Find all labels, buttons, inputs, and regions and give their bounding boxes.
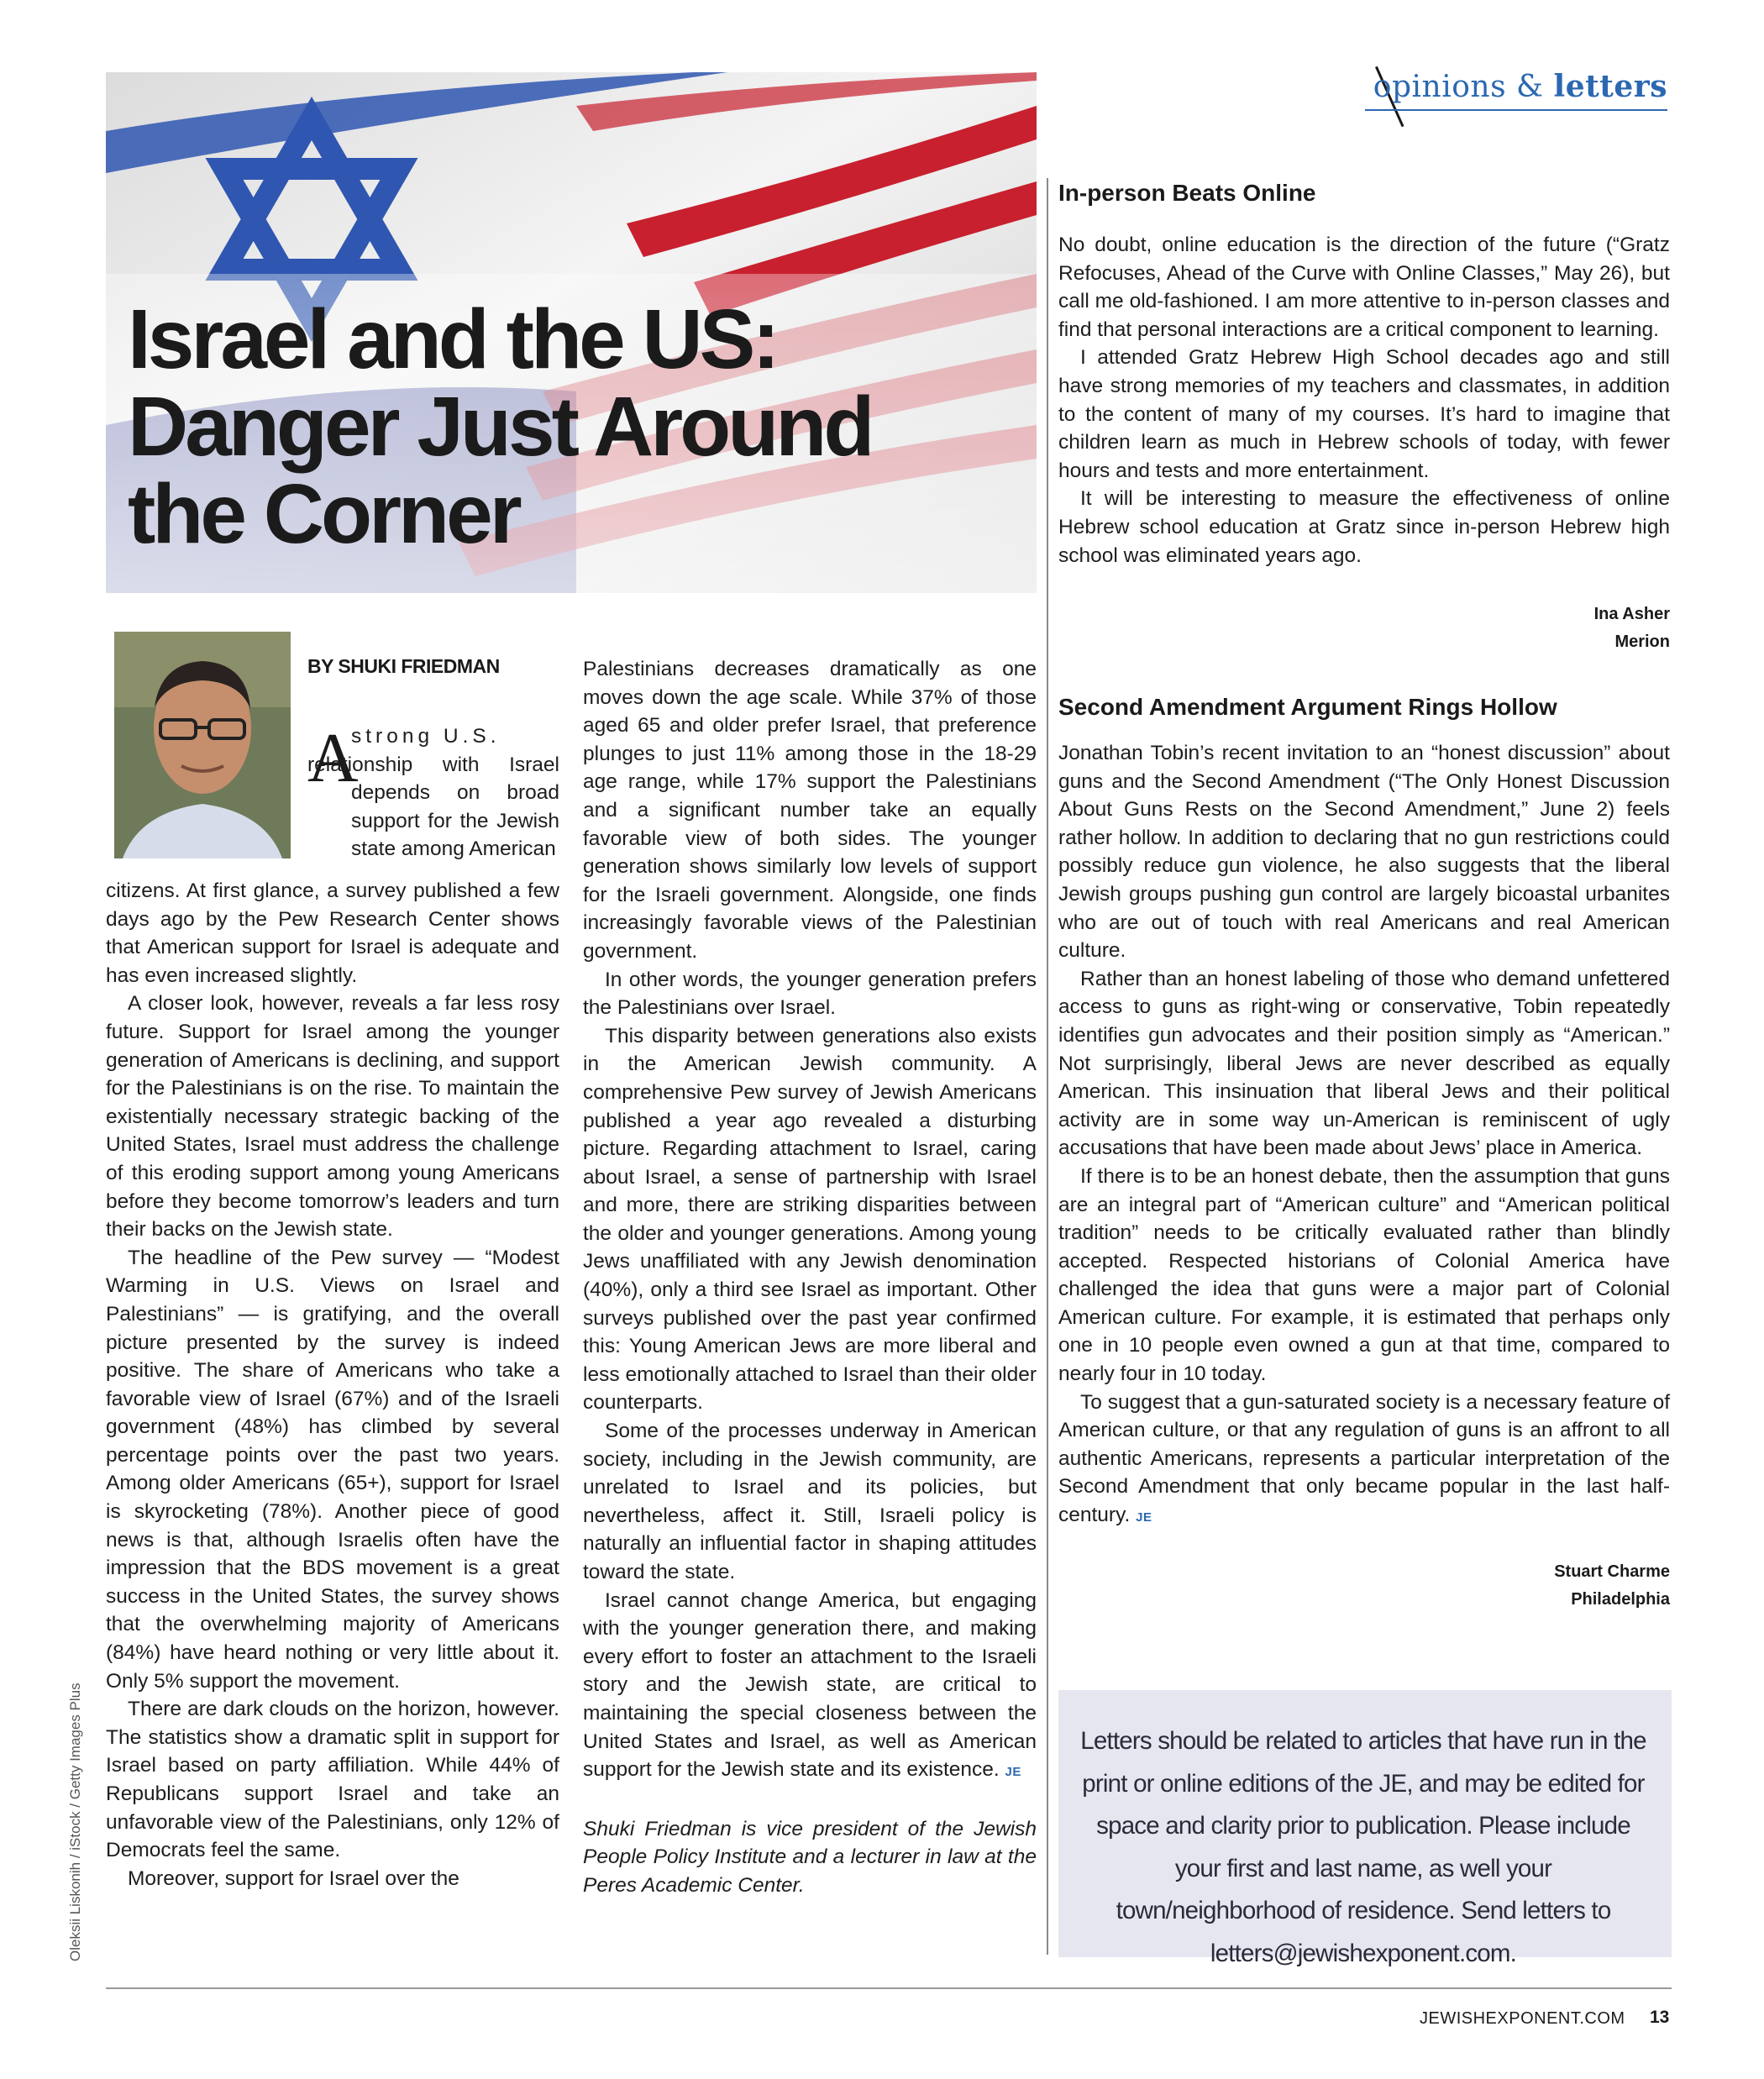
article-column-1 xyxy=(106,877,559,1893)
section-rule xyxy=(1365,109,1667,111)
article-paragraph: A closer look, however, reveals a far less rosy future. Support for Israel among the younger generation of Americans is declining, and support for the Palestinians is on the rise. To maintain the existentially necessary strategic backing of the United States, Israel must address the challenge of this eroding support among young Americans before they become tomorrow’s leaders and turn their backs on the Jewish state. xyxy=(106,992,559,1242)
author-photo xyxy=(114,632,291,858)
drop-cap: A xyxy=(307,719,359,797)
article-paragraph: This disparity between generations also exists in the American Jewish community. A comprehensive Pew survey of Jewish Americans published a year ago revealed a disturbing picture. Regarding attachment to Israel, caring about Israel, a sense of partnership with Israel and more, there are striking disparities between the older and younger generations. Among young Jews unaffiliated with any Jewish denomination (40%), only a third see Israel as important. Other surveys published over the past year confirmed this: Young American Jews are more liberal and less emotionally attached to Israel than their older counterparts. xyxy=(583,1024,1037,1415)
letter-title: In-person Beats Online xyxy=(1058,180,1316,206)
letter-paragraph: To suggest that a gun-saturated society is a necessary feature of American culture, or that any regulation of guns is an affront to all authentic Americans, represents a particular interpretation of the Second Amendment that only became popular in the last half-century. JE xyxy=(1058,1390,1670,1527)
article-paragraph: Israel cannot change America, but engaging with the younger generation there, and making every effort to foster an attachment to the Israeli story and the Jewish state, are critical to maintaining the special closeness between the United States and Israel, as well as American support for the Jewish state and its existence. JE xyxy=(583,1588,1037,1782)
letter-title: Second Amendment Argument Rings Hollow xyxy=(1058,694,1557,720)
letter-paragraph: Jonathan Tobin’s recent invitation to an “honest discussion” about guns and the Second Amendment (“The Only Honest Discussion About Guns Rests on the Second Amendment,” June 2) feels rather hollow. In addition to declaring that no gun restrictions could possibly reduce gun violence, he also suggests that the liberal Jewish groups pushing gun control are largely bicoastal urbanites who are out of touch with real Americans and real American culture. xyxy=(1058,742,1670,963)
letter-signature xyxy=(1058,1558,1670,1614)
letters-policy-box xyxy=(1058,1690,1672,1967)
letter-paragraph: Rather than an honest labeling of those who demand unfettered access to guns as right-wing or conservative, Tobin repeatedly identifies gun advocates and their position simply as “American.” Not surprisingly, liberal Jews are never described as equally American. This insinuation that liberal Jews and their political activity are in some way un-American is reminiscent of ugly accusations that have been made about Jews’ place in America. xyxy=(1058,967,1670,1160)
letter-paragraph: No doubt, online education is the direction of the future (“Gratz Refocuses, Ahead of the Curve with Online Classes,” May 26), but call me old-fashioned. I am more attentive to in-person classes and find that personal interactions are a critical component to learning. xyxy=(1058,234,1670,341)
article-paragraph: The headline of the Pew survey — “Modest Warming in U.S. Views on Israel and Palestinians” — is gratifying, and the overall picture presented by the survey is indeed positive. The share of Americans who take a favorable view of Israel (67%) and of the Israeli government (48%) has climbed by several percentage points over the past two years. Among older Americans (65+), support for Israel is skyrocketing (78%). Another piece of good news is that, although Israelis often have the impression that the BDS movement is a great success in the United States, the survey shows that the overwhelming majority of Americans (84%) have heard nothing or very little about it. Only 5% support the movement. xyxy=(106,1246,559,1693)
je-end-mark: JE xyxy=(1136,1510,1152,1525)
article-intro: strong U.S. relationship with Israel depends on broad support for the Jewish state among American xyxy=(307,722,559,864)
letter-body xyxy=(1058,739,1670,1532)
letter-author: Ina Asher xyxy=(1593,605,1670,623)
je-end-mark: JE xyxy=(1005,1765,1021,1780)
letter-town: Philadelphia xyxy=(1571,1590,1670,1609)
section-label: opinions & letters xyxy=(1373,69,1667,104)
section-header xyxy=(1365,59,1667,129)
letter-paragraph: If there is to be an honest debate, then the assumption that guns are an integral part of “American culture” and “American political tradition” needs to be critically evaluated rather than blindly accepted. Respected historians of Colonial America have challenged the idea that guns were a major part of Colonial American culture. For example, it is estimated that perhaps only one in 10 people even owned a gun at that time, compared to nearly four in 10 today. xyxy=(1058,1164,1670,1386)
footer-rule xyxy=(106,1987,1672,1989)
article-column-2 xyxy=(583,655,1037,1900)
column-divider xyxy=(1047,178,1048,1955)
footer-site: JEWISHEXPONENT.COM xyxy=(1420,2009,1625,2028)
article-paragraph: Moreover, support for Israel over the xyxy=(128,1866,459,1890)
letters-policy-text: Letters should be related to articles that have run in the print or online editions of the JE, and may be edited for space and clarity prior to publication. Please include your first and last name, as well your town/neighborhood of residence. Send letters to letters@jewishexponent.com. xyxy=(1080,1727,1646,1967)
article-paragraph: citizens. At first glance, a survey published a few days ago by the Pew Research Center shows that American support for Israel is adequate and has even increased slightly. xyxy=(106,879,559,987)
headline: Israel and the US: Danger Just Around the Corner xyxy=(128,292,872,561)
article-intro-rest: relationship with Israel depends on broad support for the Jewish state among American xyxy=(307,753,559,861)
article-paragraph: Palestinians decreases dramatically as one moves down the age scale. While 37% of those aged 65 and older prefer Israel, that preference plunges to just 11% among those in the 18-29 age range, while 17% support the Palestinians and a significant number take an equally favorable view of both sides. The younger generation shows similarly low levels of support for the Israeli government. Alongside, one finds increasingly favorable views of the Palestinian government. xyxy=(583,658,1037,963)
letter-town: Merion xyxy=(1614,633,1670,651)
photo-credit: Oleksii Liskonih / iStock / Getty Images Plus xyxy=(67,1683,83,1961)
author-bio: Shuki Friedman is vice president of the Jewish People Policy Institute and a lecturer in law at the Peres Academic Center. xyxy=(583,1817,1037,1897)
letter-paragraph: I attended Gratz Hebrew High School decades ago and still have strong memories of my teachers and classmates, in addition to the content of many of my courses. It’s hard to imagine that children learn as much in Hebrew schools of today, with fewer hours and tests and more entertainment. xyxy=(1058,346,1670,482)
letter-author: Stuart Charme xyxy=(1554,1562,1670,1581)
letter-body xyxy=(1058,231,1670,570)
article-paragraph: In other words, the younger generation prefers the Palestinians over Israel. xyxy=(583,968,1037,1020)
byline: BY SHUKI FRIEDMAN xyxy=(307,655,500,677)
letter-signature xyxy=(1058,601,1670,656)
letter-paragraph: It will be interesting to measure the effectiveness of online Hebrew school education at Gratz since in-person Hebrew high school was eliminated years ago. xyxy=(1058,487,1670,567)
article-paragraph: Some of the processes underway in American society, including in the Jewish community, are unrelated to Israel and its policies, but nevertheless, affect it. Still, Israeli policy is naturally an influential factor in shaping attitudes toward the state. xyxy=(583,1420,1037,1583)
article-paragraph: There are dark clouds on the horizon, however. The statistics show a dramatic split in support for Israel based on party affiliation. While 44% of Republicans support Israel and take an unfavorable view of the Palestinians, only 12% of Democrats feel the same. xyxy=(106,1698,559,1862)
page-number: 13 xyxy=(1650,2008,1670,2027)
